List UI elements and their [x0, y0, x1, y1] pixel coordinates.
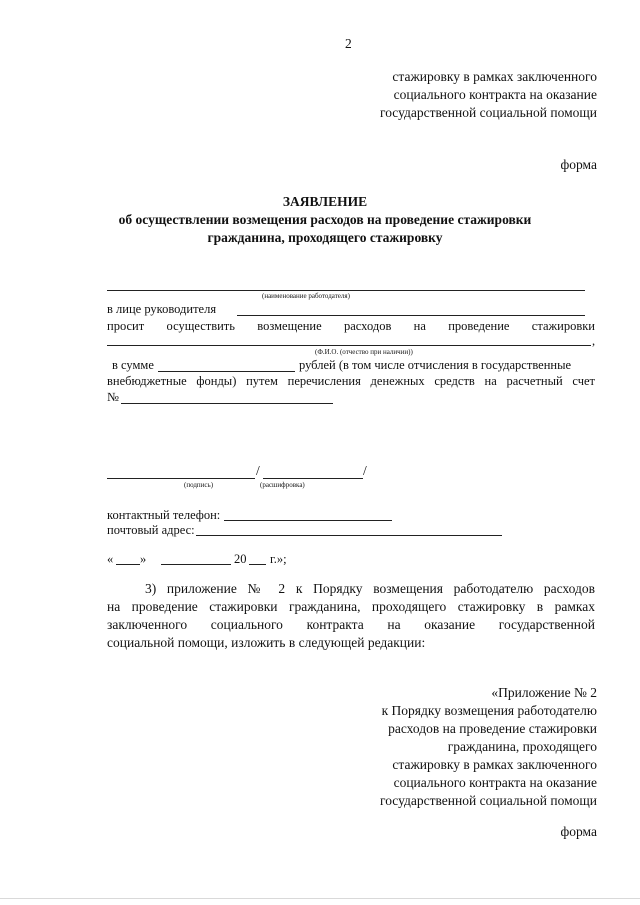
signature-caption: (подпись): [184, 481, 214, 489]
fio-caption: (Ф.И.О. (отчество при наличии)): [315, 348, 413, 356]
fio-line[interactable]: [107, 345, 591, 346]
title-line: об осуществлении возмещения расходов на проведение стажировки: [118, 212, 532, 227]
date-suffix: г.»;: [270, 552, 287, 566]
date-month-line[interactable]: [161, 564, 231, 565]
decoding-line[interactable]: [263, 478, 363, 479]
paragraph-line: 3) приложение № 2 к Порядку возмещения работодателю расходов: [145, 581, 595, 596]
appendix-line: стажировку в рамках заключенного: [392, 757, 597, 772]
paragraph-line: заключенного социального контракта на оказание государственной: [107, 617, 595, 632]
phone-line[interactable]: [224, 520, 392, 521]
account-number-line[interactable]: [121, 403, 333, 404]
header-block: [297, 68, 597, 122]
slash: /: [363, 463, 367, 478]
date-open-quote: «: [107, 552, 114, 566]
decoding-caption: (расшифровка): [260, 481, 305, 489]
header-line: социального контракта на оказание: [393, 87, 597, 102]
employer-name-line[interactable]: [107, 290, 585, 291]
appendix-line: государственной социальной помощи: [380, 793, 597, 808]
paragraph-3: [107, 580, 595, 652]
request-word: возмещение: [257, 319, 322, 333]
account-label: №: [107, 390, 119, 404]
title-main: ЗАЯВЛЕНИЕ: [282, 194, 368, 209]
request-word: на: [413, 319, 426, 333]
request-word: осуществить: [166, 319, 235, 333]
comma: ,: [592, 334, 596, 348]
address-label: почтовый адрес:: [107, 523, 195, 537]
header-line: государственной социальной помощи: [380, 105, 597, 120]
date-close-quote: »: [140, 552, 147, 566]
form-label: форма: [560, 824, 597, 839]
amount-line[interactable]: [158, 371, 295, 372]
header-line: стажировку в рамках заключенного: [392, 69, 597, 84]
appendix-line: социального контракта на оказание: [393, 775, 597, 790]
paragraph-line: на проведение стажировки гражданина, проходящего стажировку в рамках: [107, 599, 595, 614]
scan-edge-divider: [0, 898, 640, 899]
appendix-block: [297, 684, 597, 810]
request-word: расходов: [343, 319, 392, 333]
address-line[interactable]: [196, 535, 502, 536]
request-word: проведение: [448, 319, 510, 333]
funds-line: внебюджетные фонды) путем перечисления денежных средств на расчетный счет: [107, 374, 595, 388]
amount-rest: рублей (в том числе отчисления в государственные: [299, 358, 572, 372]
amount-label: в сумме: [112, 358, 154, 372]
manager-name-line[interactable]: [237, 315, 585, 316]
request-word: стажировки: [531, 319, 595, 333]
appendix-line: расходов на проведение стажировки: [388, 721, 597, 736]
represented-by-label: в лице руководителя: [107, 302, 217, 316]
request-word: просит: [107, 319, 145, 333]
slash: /: [256, 463, 260, 478]
appendix-line: к Порядку возмещения работодателю: [381, 703, 597, 718]
form-label: форма: [560, 157, 597, 172]
date-year-line[interactable]: [249, 564, 266, 565]
date-day-line[interactable]: [116, 564, 140, 565]
date-year: 20: [234, 552, 247, 566]
request-row: [107, 318, 595, 334]
signature-line[interactable]: [107, 478, 255, 479]
phone-label: контактный телефон:: [107, 508, 221, 522]
paragraph-line: социальной помощи, изложить в следующей редакции:: [107, 635, 426, 650]
appendix-line: «Приложение № 2: [491, 685, 597, 700]
title-line: гражданина, проходящего стажировку: [207, 230, 443, 245]
appendix-line: гражданина, проходящего: [447, 739, 597, 754]
employer-caption: (наименование работодателя): [262, 292, 350, 300]
document-title: [80, 193, 570, 247]
page-number: 2: [345, 36, 352, 51]
